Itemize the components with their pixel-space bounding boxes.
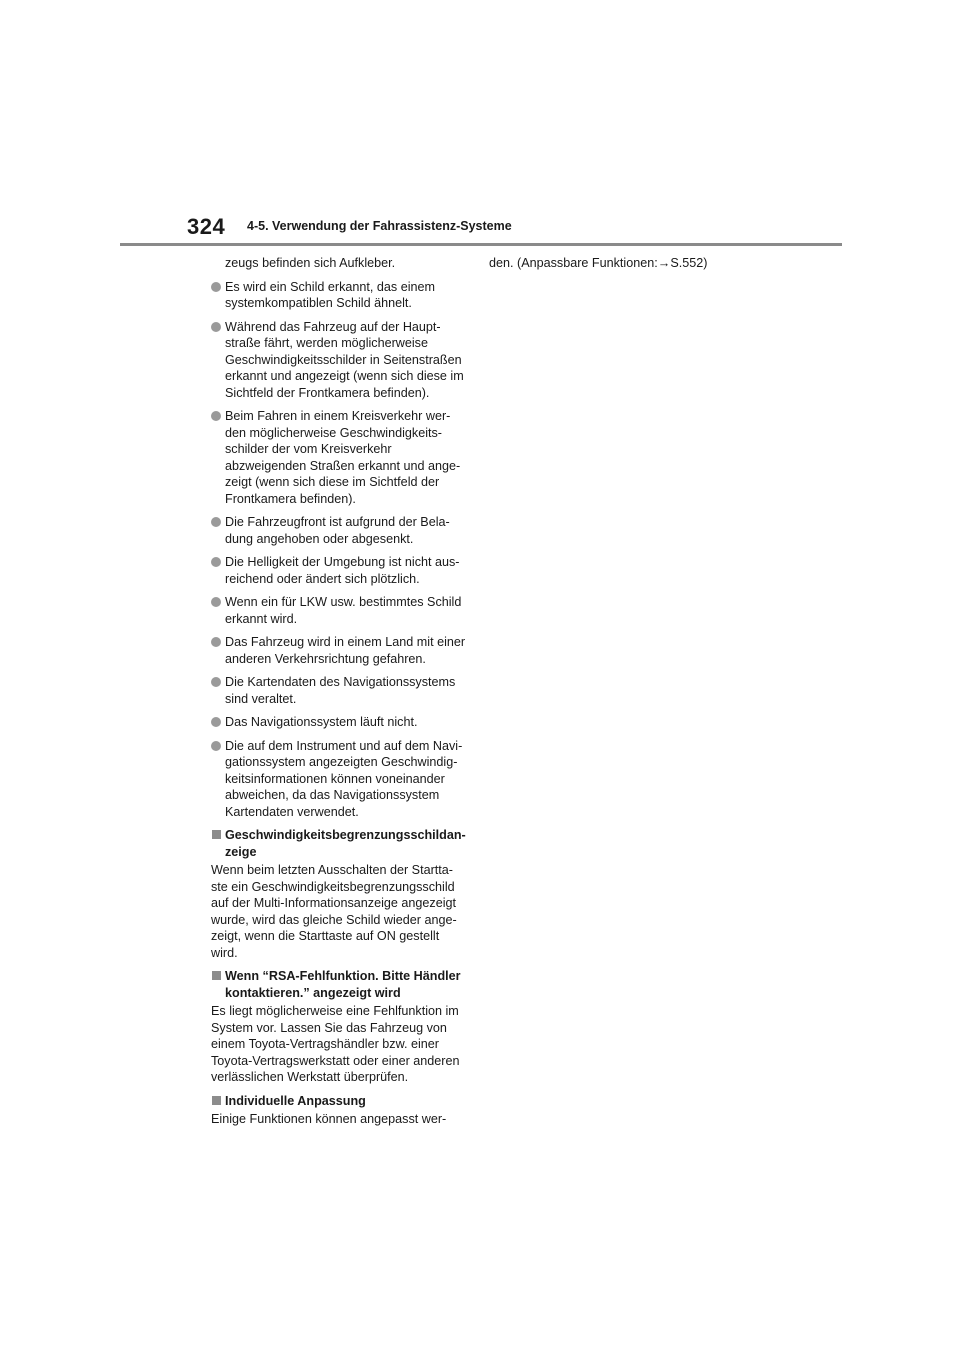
bullet-item: Während das Fahrzeug auf der Haupt-straße fährt, werden möglicherweise Geschwindigkeitsschilder in Seitenstraßen erkannt und angezeigt (wenn sich diese im Sichtfeld der Frontkamera befinden). bbox=[211, 319, 469, 402]
section-body: Einige Funktionen können angepasst wer- bbox=[211, 1112, 447, 1126]
bullet-item: Die Helligkeit der Umgebung ist nicht aus-reichend oder ändert sich plötzlich. bbox=[211, 554, 469, 587]
bullet-dot-icon bbox=[211, 411, 221, 421]
left-column bbox=[211, 255, 469, 1135]
bullet-dot-icon bbox=[211, 322, 221, 332]
section-heading: Individuelle Anpassung bbox=[211, 1093, 469, 1110]
continuation-text-right: den. (Anpassbare Funktionen:→S.552) bbox=[489, 256, 708, 270]
square-bullet-icon bbox=[212, 830, 221, 839]
right-column bbox=[489, 255, 749, 279]
bullet-dot-icon bbox=[211, 597, 221, 607]
square-bullet-icon bbox=[212, 1096, 221, 1105]
bullet-item: Die auf dem Instrument und auf dem Navi-gationssystem angezeigten Geschwindig-keitsinformationen können voneinander abweichen, da das Navigationssystem Kartendaten verwendet. bbox=[211, 738, 469, 821]
bullet-dot-icon bbox=[211, 557, 221, 567]
section-title: 4-5. Verwendung der Fahrassistenz-Systeme bbox=[247, 219, 512, 233]
bullet-item: Es wird ein Schild erkannt, das einem systemkompatiblen Schild ähnelt. bbox=[211, 279, 469, 312]
bullet-dot-icon bbox=[211, 517, 221, 527]
bullet-dot-icon bbox=[211, 677, 221, 687]
bullet-dot-icon bbox=[211, 637, 221, 647]
section-heading: Wenn “RSA-Fehlfunktion. Bitte Händler kontaktieren.” angezeigt wird bbox=[211, 968, 469, 1001]
bullet-item: Das Navigationssystem läuft nicht. bbox=[211, 714, 469, 731]
bullet-item: Die Fahrzeugfront ist aufgrund der Bela-dung angehoben oder abgesenkt. bbox=[211, 514, 469, 547]
section-heading: Geschwindigkeitsbegrenzungsschildan-zeige bbox=[211, 827, 469, 860]
section-body: Es liegt möglicherweise eine Fehlfunktion im System vor. Lassen Sie das Fahrzeug von einem Toyota-Vertragshändler bzw. einer Toyota-Vertragswerkstatt oder einer anderen verlässlichen Werkstatt überprüfen. bbox=[211, 1004, 460, 1084]
section-body: Wenn beim letzten Ausschalten der Startta-ste ein Geschwindigkeitsbegrenzungsschild auf der Multi-Informationsanzeige angezeigt wurde, wird das gleiche Schild wieder ange-zeigt, wenn die Starttaste auf ON gestellt wird. bbox=[211, 863, 457, 960]
bullet-item: Das Fahrzeug wird in einem Land mit einer anderen Verkehrsrichtung gefahren. bbox=[211, 634, 469, 667]
continuation-text: zeugs befinden sich Aufkleber. bbox=[225, 256, 396, 270]
bullet-item: Beim Fahren in einem Kreisverkehr wer-den möglicherweise Geschwindigkeits-schilder der vom Kreisverkehr abzweigenden Straßen erkannt und ange-zeigt (wenn sich diese im Sichtfeld der Frontkamera befinden). bbox=[211, 408, 469, 507]
bullet-dot-icon bbox=[211, 717, 221, 727]
header-rule bbox=[120, 243, 842, 246]
page-number: 324 bbox=[187, 214, 226, 239]
bullet-dot-icon bbox=[211, 741, 221, 751]
bullet-item: Wenn ein für LKW usw. bestimmtes Schild erkannt wird. bbox=[211, 594, 469, 627]
square-bullet-icon bbox=[212, 971, 221, 980]
bullet-item: Die Kartendaten des Navigationssystems sind veraltet. bbox=[211, 674, 469, 707]
bullet-dot-icon bbox=[211, 282, 221, 292]
